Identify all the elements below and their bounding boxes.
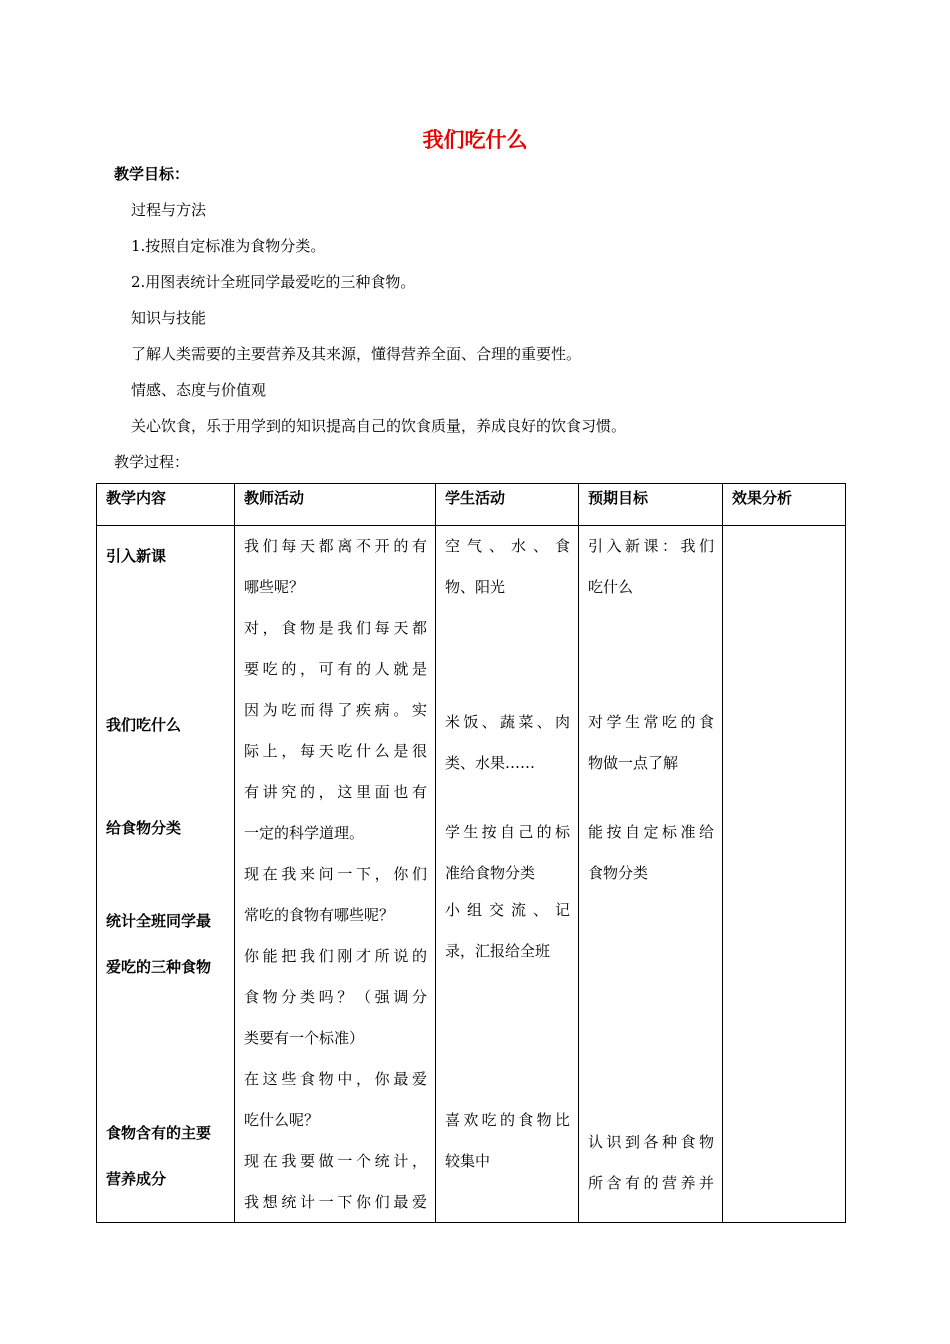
goal-line: 吃什么 <box>588 578 634 596</box>
teacher-line: 一定的科学道理。 <box>244 824 365 842</box>
table-header-row <box>97 484 846 526</box>
page-title: 我们吃什么 <box>422 128 528 152</box>
student-line: 米饭、蔬菜、肉 <box>445 713 570 731</box>
teacher-cell <box>235 526 436 1223</box>
teacher-line: 现在我来问一下，你们 <box>244 865 427 883</box>
teacher-line: 食物分类吗？（强调分 <box>244 988 427 1006</box>
student-line: 小组交流、记 <box>445 901 570 919</box>
goal-line: 能按自定标准给 <box>588 823 714 841</box>
knowledge-goal-1: 了解人类需要的主要营养及其来源，懂得营养全面、合理的重要性。 <box>131 345 582 363</box>
teacher-line: 现在我要做一个统计， <box>244 1152 427 1170</box>
teacher-line: 我想统计一下你们最爱 <box>244 1193 427 1211</box>
content-cell <box>97 526 235 1223</box>
teacher-line: 有讲究的，这里面也有 <box>244 783 427 801</box>
teacher-line: 哪些呢？ <box>244 578 305 596</box>
teacher-line: 你能把我们刚才所说的 <box>244 947 427 965</box>
content-nutrients-line: 营养成分 <box>106 1170 167 1188</box>
content-nutrients-line: 食物含有的主要 <box>106 1124 212 1142</box>
content-stats-line: 统计全班同学最 <box>106 912 212 930</box>
teacher-line: 因为吃而得了疾病。实 <box>244 701 427 719</box>
process-goal-2: 2.用图表统计全班同学最爱吃的三种食物。 <box>131 273 416 291</box>
knowledge-heading: 知识与技能 <box>131 309 207 327</box>
teacher-line: 在这些食物中，你最爱 <box>244 1070 427 1088</box>
teacher-line: 际上，每天吃什么是很 <box>244 742 427 760</box>
header-teacher: 教师活动 <box>235 484 436 526</box>
goal-cell <box>579 526 723 1223</box>
goals-heading: 教学目标： <box>114 165 190 183</box>
student-line: 空气、水、食 <box>445 537 570 555</box>
student-line: 物、阳光 <box>445 578 506 596</box>
goal-line: 物做一点了解 <box>588 754 679 772</box>
attitude-heading: 情感、态度与价值观 <box>131 381 267 399</box>
header-effect: 效果分析 <box>723 484 846 526</box>
student-line: 录，汇报给全班 <box>445 942 551 960</box>
process-heading: 教学过程： <box>114 453 190 471</box>
teacher-line: 对，食物是我们每天都 <box>244 619 427 637</box>
student-line: 较集中 <box>445 1152 491 1170</box>
teacher-line: 类要有一个标准） <box>244 1029 365 1047</box>
goal-line: 认识到各种食物 <box>588 1133 714 1151</box>
goal-line: 食物分类 <box>588 864 649 882</box>
teacher-line: 常吃的食物有哪些呢？ <box>244 906 395 924</box>
teacher-line: 吃什么呢？ <box>244 1111 320 1129</box>
goal-line: 所含有的营养并 <box>588 1174 714 1192</box>
teacher-line: 要吃的，可有的人就是 <box>244 660 427 678</box>
header-content: 教学内容 <box>97 484 235 526</box>
process-method-heading: 过程与方法 <box>131 201 207 219</box>
effect-cell <box>723 526 846 1223</box>
student-line: 学生按自己的标 <box>445 823 570 841</box>
goal-line: 引入新课：我们 <box>588 537 714 555</box>
lesson-table <box>96 483 846 1223</box>
process-goal-1: 1.按照自定标准为食物分类。 <box>131 237 326 255</box>
student-line: 喜欢吃的食物比 <box>445 1111 570 1129</box>
content-stats-line: 爱吃的三种食物 <box>106 958 212 976</box>
student-line: 类、水果…… <box>445 754 536 772</box>
content-classify: 给食物分类 <box>106 819 182 837</box>
content-what-we-eat: 我们吃什么 <box>106 716 182 734</box>
header-student: 学生活动 <box>436 484 579 526</box>
goal-line: 对学生常吃的食 <box>588 713 714 731</box>
student-cell <box>436 526 579 1223</box>
content-intro: 引入新课 <box>106 547 167 565</box>
teacher-line: 我们每天都离不开的有 <box>244 537 427 555</box>
attitude-goal-1: 关心饮食，乐于用学到的知识提高自己的饮食质量，养成良好的饮食习惯。 <box>131 417 627 435</box>
header-goal: 预期目标 <box>579 484 723 526</box>
student-line: 准给食物分类 <box>445 864 536 882</box>
table-row <box>97 526 846 1223</box>
